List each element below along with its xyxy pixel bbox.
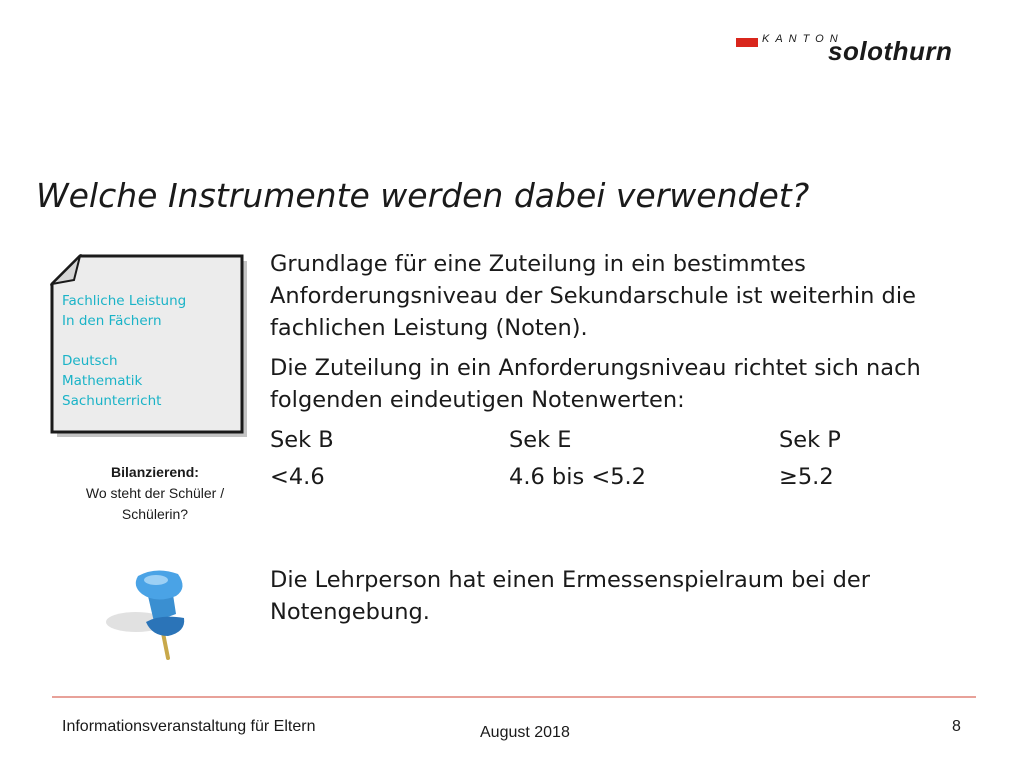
logo-solothurn-text: solothurn <box>828 36 953 66</box>
page-number: 8 <box>952 718 961 735</box>
level-label: Sek E <box>509 427 572 453</box>
caption-line: Schülerin? <box>121 506 189 522</box>
pushpin-icon <box>98 566 208 666</box>
note-line: Fachliche Leistung <box>62 293 187 309</box>
note-subject: Deutsch <box>62 353 118 369</box>
body-paragraph: Die Lehrperson hat einen Ermessenspielraum bei der Notengebung. <box>270 567 870 625</box>
footer-event-title: Informationsveranstaltung für Eltern <box>62 718 316 735</box>
level-label: Sek P <box>779 427 841 453</box>
level-label: Sek B <box>270 427 334 453</box>
kanton-solothurn-logo <box>736 30 986 70</box>
caption-line: Wo steht der Schüler / <box>85 485 225 501</box>
note-line: In den Fächern <box>62 313 162 329</box>
body-paragraph: Die Zuteilung in ein Anforderungsniveau richtet sich nach folgenden eindeutigen Notenwerten: <box>270 355 921 413</box>
note-subject: Sachunterricht <box>62 393 162 409</box>
grade-value: 4.6 bis <5.2 <box>509 464 646 490</box>
footer-divider <box>52 696 976 698</box>
logo-red-bar <box>736 38 758 47</box>
grade-value: <4.6 <box>270 464 325 490</box>
logo-kanton-text: KANTON <box>762 33 844 45</box>
note-card-text <box>62 291 186 411</box>
grade-row <box>270 461 990 498</box>
note-subject: Mathematik <box>62 373 143 389</box>
slide-body <box>270 248 990 625</box>
caption-heading: Bilanzierend: <box>111 464 199 480</box>
slide-title: Welche Instrumente werden dabei verwendet? <box>36 176 810 215</box>
grade-value: ≥5.2 <box>779 464 834 490</box>
footer-date: August 2018 <box>480 724 570 741</box>
note-caption <box>40 462 270 525</box>
body-paragraph: Grundlage für eine Zuteilung in ein bestimmtes Anforderungsniveau der Sekundarschule ist weiterhin die fachlichen Leistung (Noten). <box>270 251 916 341</box>
level-row <box>270 424 990 461</box>
note-card <box>50 254 246 436</box>
